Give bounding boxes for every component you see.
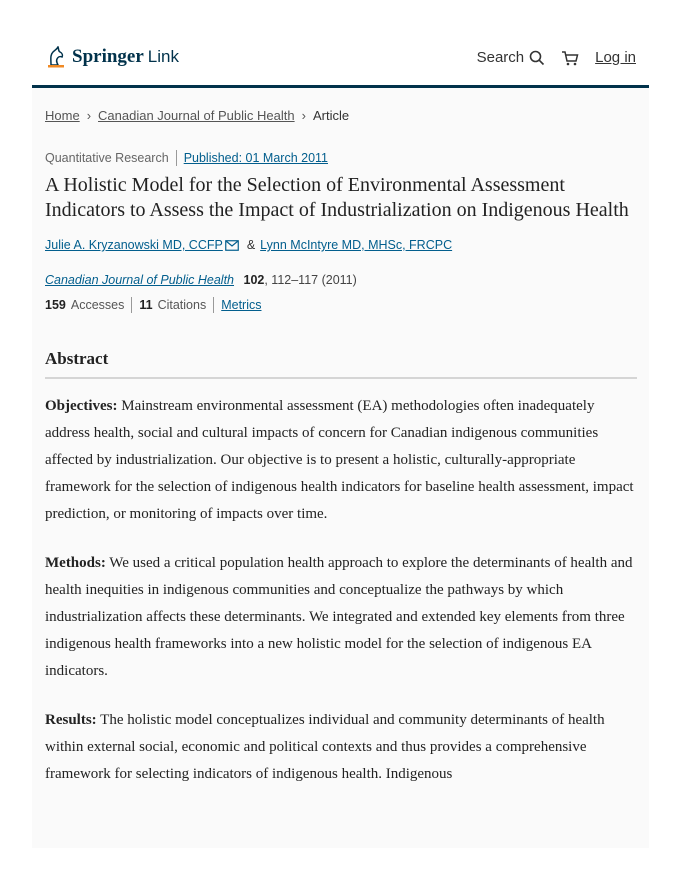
published-date-link[interactable]: Published: 01 March 2011 (183, 151, 328, 165)
metrics-link[interactable]: Metrics (221, 298, 262, 312)
article-stats (45, 297, 637, 313)
cart-button[interactable] (561, 50, 579, 66)
breadcrumb-current: Article (312, 108, 350, 123)
search-label: Search (476, 49, 525, 66)
logo-suffix-text: Link (147, 47, 179, 66)
page-frame (32, 30, 649, 848)
abstract-section-label: Objectives: (45, 398, 118, 415)
stats-divider (131, 297, 132, 313)
mail-icon[interactable] (225, 240, 239, 251)
author-list (45, 238, 637, 252)
citation-line (45, 273, 637, 287)
springer-horse-logo-icon (45, 46, 67, 68)
stats-divider (213, 297, 214, 313)
site-header (32, 30, 649, 88)
login-link[interactable]: Log in (595, 49, 636, 66)
abstract-section-text: Mainstream environmental assessment (EA) methodologies often inadequately address health, social and cultural impacts of concern for Canadian indigenous communities affected by industrialization. Our objective is to present a holistic, culturally-appropriate framework for the selection of indigenous health indicators for baseline health assessment, impact prediction, or monitoring of impacts over time. (45, 398, 634, 523)
accesses-label: Accesses (70, 298, 125, 312)
header-nav (477, 49, 636, 66)
cart-icon (561, 50, 579, 66)
abstract-section-text: The holistic model conceptualizes individual and community determinants of health within external social, economic and political contexts and thus provides a comprehensive framework for selecting indicators of indigenous health. Indigenous (45, 712, 605, 783)
author-link[interactable]: Lynn McIntyre MD, MHSc, FRCPC (260, 238, 453, 252)
accesses-count: 159 (45, 298, 66, 312)
breadcrumb-home[interactable]: Home (45, 108, 80, 123)
logo-brand-text: Springer (72, 46, 144, 67)
citations-label: Citations (157, 298, 207, 312)
main-content (45, 108, 637, 788)
article-meta (45, 150, 637, 166)
pages-year: , 112–117 (2011) (264, 273, 357, 287)
search-button[interactable] (477, 49, 546, 66)
chevron-right-icon: › (301, 108, 306, 123)
abstract-heading: Abstract (45, 349, 637, 379)
meta-divider (176, 150, 177, 166)
abstract-paragraph (45, 550, 637, 685)
abstract-paragraph (45, 393, 637, 528)
author-separator: & (246, 238, 256, 252)
springer-link-logo[interactable] (45, 46, 179, 68)
author-link[interactable]: Julie A. Kryzanowski MD, CCFP (45, 238, 223, 252)
abstract-section-text: We used a critical population health approach to explore the determinants of health and health inequities in indigenous communities and conceptualize the pathways by which industrialization affects these determinants. We integrated and extended key elements from three indigenous health frameworks into a new holistic model for the selection of indigenous EA indicators. (45, 555, 633, 680)
breadcrumb-journal[interactable]: Canadian Journal of Public Health (98, 108, 295, 123)
abstract-paragraph (45, 707, 637, 788)
chevron-right-icon: › (86, 108, 92, 123)
search-icon (529, 50, 545, 66)
volume-number: 102 (243, 273, 265, 287)
citations-count: 11 (139, 298, 153, 312)
abstract-section-label: Methods: (45, 555, 106, 572)
article-type: Quantitative Research (45, 151, 169, 165)
abstract-section-label: Results: (45, 712, 97, 729)
article-title: A Holistic Model for the Selection of Environmental Assessment Indicators to Assess the Impact of Industrialization on Indigenous Health (45, 174, 629, 221)
journal-link[interactable]: Canadian Journal of Public Health (45, 273, 235, 287)
breadcrumb (45, 108, 637, 123)
